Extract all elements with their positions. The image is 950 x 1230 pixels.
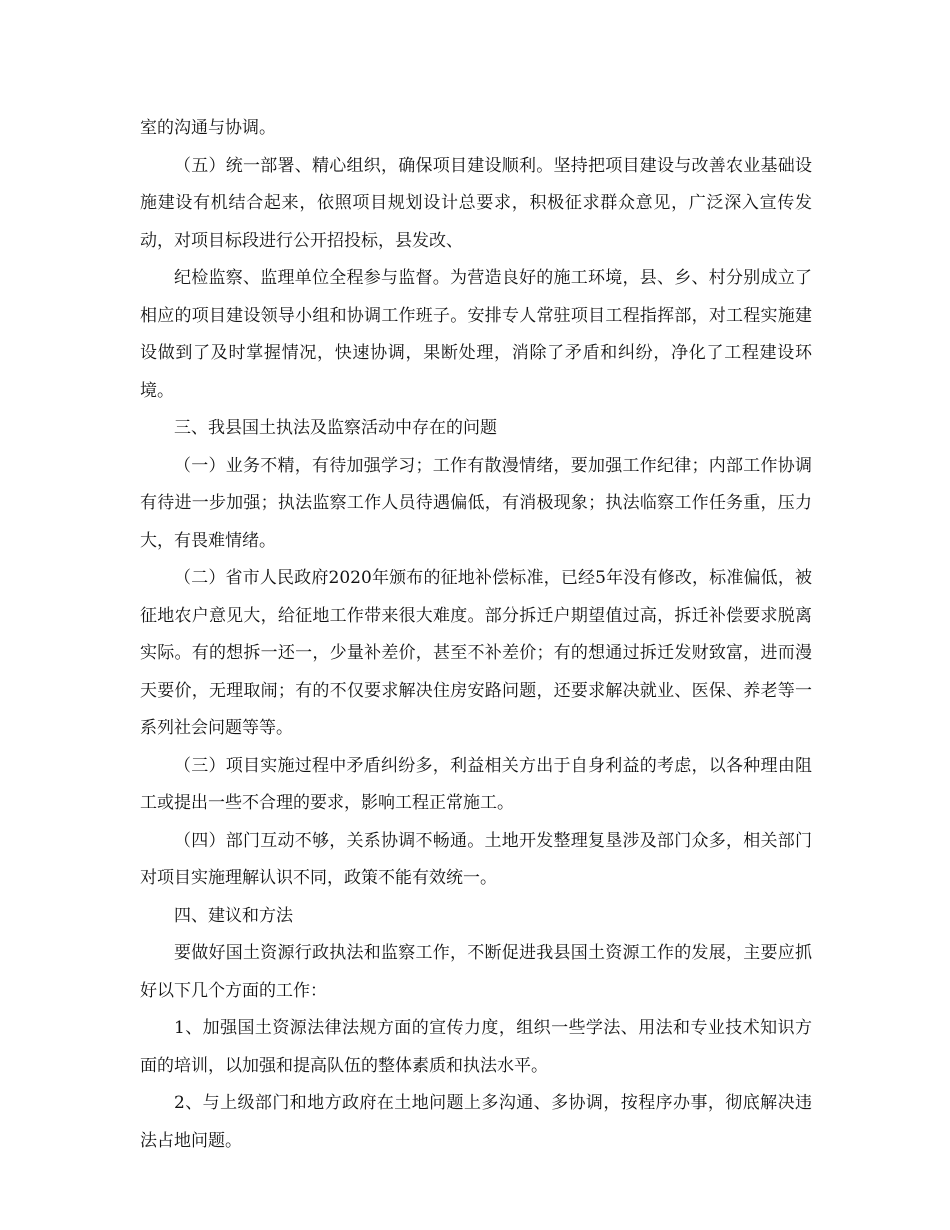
paragraph: 纪检监察、监理单位全程参与监督。为营造良好的施工环境，县、乡、村分别成立了相应的项目建设领导小组和协调工作班子。安排专人常驻项目工程指挥部，对工程实施建设做到了及时掌握情况，快速协调，果断处理，消除了矛盾和纠纷，净化了工程建设环境。 [140,268,812,401]
paragraph: 要做好国土资源行政执法和监察工作，不断促进我县国土资源工作的发展，主要应抓好以下几个方面的工作： [140,943,812,1001]
section-heading: 四、建议和方法 [174,905,293,926]
paragraph: 室的沟通与协调。 [140,118,276,138]
paragraph: （二）省市人民政府2020年颁布的征地补偿标准，已经5年没有修改，标准偏低，被征地农户意见大，给征地工作带来很大难度。部分拆迁户期望值过高，拆迁补偿要求脱离实际。有的想拆一还一，少量补差价，甚至不补差价；有的想通过拆迁发财致富，进而漫天要价，无理取闹；有的不仅要求解决住房安路问题，还要求解决就业、医保、养老等一系列社会问题等等。 [140,568,812,738]
document-body [140,110,812,1160]
paragraph: （一）业务不精，有待加强学习；工作有散漫情绪，要加强工作纪律；内部工作协调有待进一步加强；执法监察工作人员待遇偏低，有消极现象；执法临察工作任务重，压力大，有畏难情绪。 [140,455,812,551]
paragraph: （三）项目实施过程中矛盾纠纷多，利益相关方出于自身利益的考虑，以各种理由阻工或提出一些不合理的要求，影响工程正常施工。 [140,755,812,813]
paragraph: （四）部门互动不够，关系协调不畅通。土地开发整理复垦涉及部门众多，相关部门对项目实施理解认识不同，政策不能有效统一。 [140,830,812,888]
section-heading: 三、我县国土执法及监察活动中存在的问题 [174,418,497,438]
paragraph: 2、与上级部门和地方政府在土地问题上多沟通、多协调，按程序办事，彻底解决违法占地问题。 [140,1093,812,1151]
paragraph: （五）统一部署、精心组织，确保项目建设顺利。坚持把项目建设与改善农业基础设施建设有机结合起来，依照项目规划设计总要求，积极征求群众意见，广泛深入宣传发动，对项目标段进行公开招投标，县发改、 [140,155,812,251]
paragraph: 1、加强国土资源法律法规方面的宣传力度，组织一些学法、用法和专业技术知识方面的培训，以加强和提高队伍的整体素质和执法水平。 [140,1018,812,1076]
